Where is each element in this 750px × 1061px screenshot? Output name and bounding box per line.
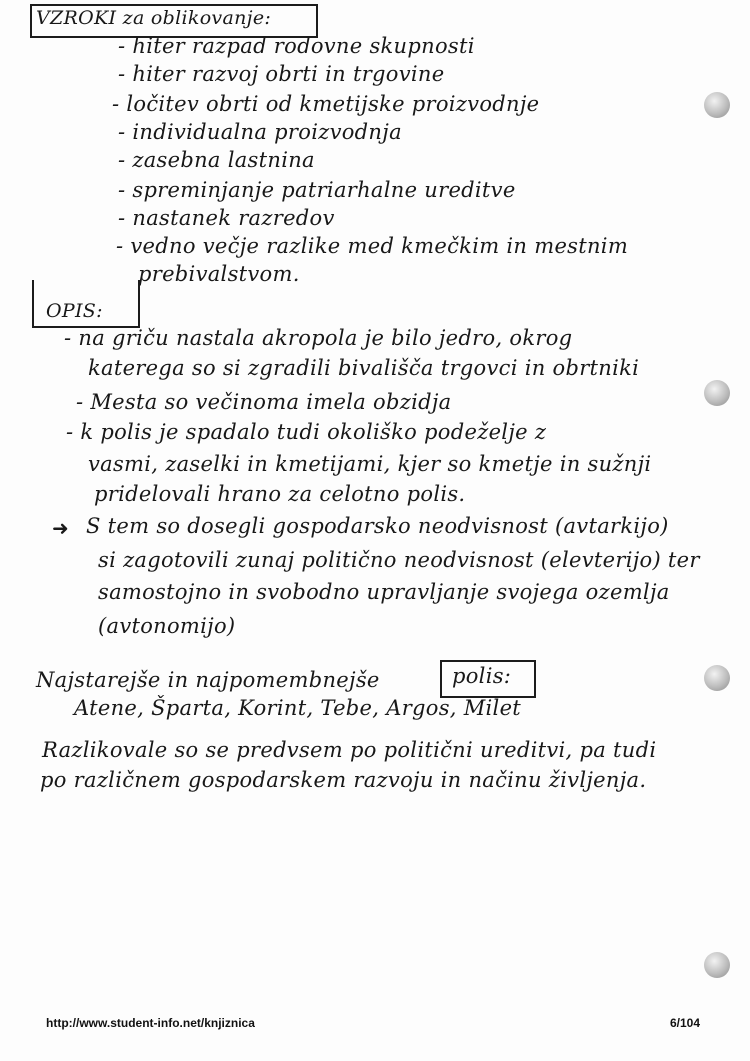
causes-heading: VZROKI za oblikovanje: (36, 7, 272, 29)
cause-line: - nastanek razredov (118, 206, 335, 230)
differences-line: po različnem gospodarskem razvoju in načinu življenja. (40, 768, 647, 792)
cause-line: - vedno večje razlike med kmečkim in mestnim (116, 234, 629, 258)
description-line: vasmi, zaselki in kmetijami, kjer so kmetje in sužnji (88, 452, 652, 476)
cause-line: - hiter razvoj obrti in trgovine (118, 62, 445, 86)
description-line: katerega so si zgradili bivališča trgovci in obrtniki (88, 356, 640, 380)
arrow-icon: ➜ (52, 516, 69, 540)
description-line: - Mesta so večinoma imela obzidja (76, 390, 452, 414)
arrow-line: (avtonomijo) (98, 614, 236, 638)
arrow-line: samostojno in svobodno upravljanje svojega ozemlja (98, 580, 670, 604)
cause-line: - spreminjanje patriarhalne ureditve (118, 178, 516, 202)
arrow-line: S tem so dosegli gospodarsko neodvisnost (avtarkijo) (86, 514, 669, 538)
footer-url: http://www.student-info.net/knjiznica (46, 1016, 255, 1030)
punch-hole (704, 665, 730, 691)
important-cities: Atene, Šparta, Korint, Tebe, Argos, Milet (74, 696, 522, 720)
cause-line: - zasebna lastnina (118, 148, 315, 172)
description-line: - na griču nastala akropola je bilo jedro, okrog (64, 326, 573, 350)
cause-line: - individualna proizvodnja (118, 120, 402, 144)
description-heading: OPIS: (46, 300, 103, 322)
description-line: pridelovali hrano za celotno polis. (94, 482, 466, 506)
important-heading: Najstarejše in najpomembnejše (36, 668, 380, 692)
arrow-line: si zagotovili zunaj politično neodvisnost (elevterijo) ter (98, 548, 700, 572)
cause-line: prebivalstvom. (138, 262, 300, 286)
footer-page-number: 6/104 (670, 1016, 701, 1030)
cause-line: - ločitev obrti od kmetijske proizvodnje (112, 92, 540, 116)
punch-hole (704, 380, 730, 406)
important-heading-boxed: polis: (452, 664, 512, 688)
description-line: - k polis je spadalo tudi okoliško podeželje z (66, 420, 547, 444)
cause-line: - hiter razpad rodovne skupnosti (118, 34, 475, 58)
punch-hole (704, 952, 730, 978)
punch-hole (704, 92, 730, 118)
differences-line: Razlikovale so se predvsem po politični ureditvi, pa tudi (42, 738, 657, 762)
